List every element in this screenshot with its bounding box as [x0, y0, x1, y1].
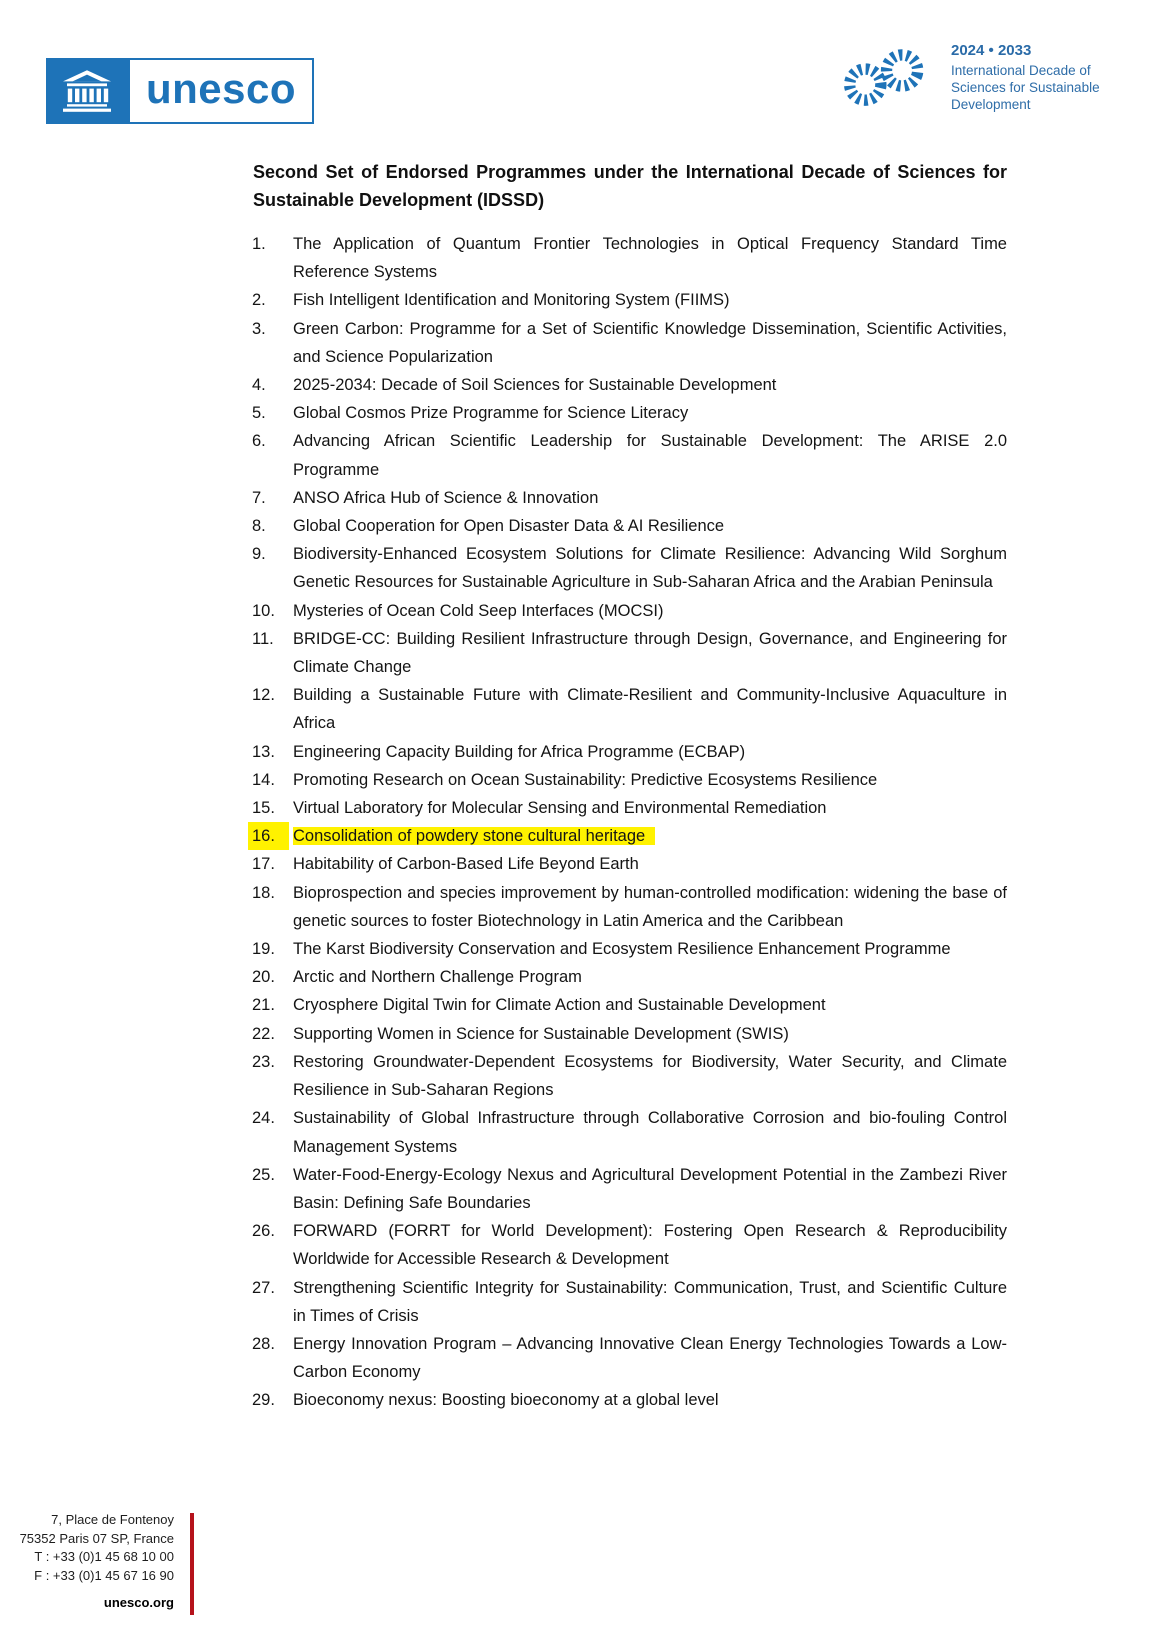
unesco-wordmark — [128, 58, 314, 124]
item-number: 6. — [252, 432, 266, 451]
list-item — [252, 1330, 1007, 1386]
footer-phone: T : +33 (0)1 45 68 10 00 — [34, 1549, 174, 1564]
item-text: Bioeconomy nexus: Boosting bioeconomy at a global level — [293, 1391, 719, 1410]
item-text: Consolidation of powdery stone cultural heritage — [293, 827, 655, 845]
item-text: Mysteries of Ocean Cold Seep Interfaces (MOCSI) — [293, 601, 664, 620]
item-text: Virtual Laboratory for Molecular Sensing and Environmental Remediation — [293, 799, 827, 818]
footer-address-line2: 75352 Paris 07 SP, France — [19, 1530, 174, 1546]
item-text: Promoting Research on Ocean Sustainability: Predictive Ecosystems Resilience — [293, 770, 878, 789]
item-number: 1. — [252, 235, 266, 253]
list-item — [252, 540, 1007, 596]
list-item — [252, 1386, 1007, 1414]
item-text: Sustainability of Global Infrastructure through Collaborative Corrosion and bio-fouling Control Management Systems — [293, 1109, 1007, 1156]
item-text: The Karst Biodiversity Conservation and Ecosystem Resilience Enhancement Programme — [293, 940, 951, 959]
item-text: Arctic and Northern Challenge Program — [293, 968, 582, 987]
item-number: 17. — [252, 855, 275, 874]
item-number: 9. — [252, 545, 266, 564]
list-item — [252, 597, 1007, 625]
list-item — [252, 286, 1007, 314]
item-number: 21. — [252, 996, 275, 1015]
item-number: 15. — [252, 799, 275, 818]
unesco-wordmark-text: unesco — [145, 64, 297, 112]
decade-text-block — [951, 42, 1100, 113]
list-item — [252, 427, 1007, 483]
unesco-logo — [46, 58, 314, 124]
item-number: 8. — [252, 517, 266, 536]
item-number: 23. — [252, 1052, 275, 1071]
item-text: Cryosphere Digital Twin for Climate Action and Sustainable Development — [293, 996, 826, 1015]
item-number: 7. — [252, 488, 266, 507]
list-item — [252, 1048, 1007, 1104]
decade-line3: Development — [951, 97, 1031, 112]
list-item — [252, 230, 1007, 286]
item-number: 16. — [248, 822, 289, 850]
item-number: 10. — [252, 601, 275, 620]
item-number: 11. — [252, 629, 274, 648]
list-item — [252, 1161, 1007, 1217]
list-item — [252, 879, 1007, 935]
item-number: 12. — [252, 686, 275, 705]
unesco-temple-icon — [46, 58, 128, 124]
programme-list — [252, 230, 1007, 1415]
list-item — [252, 766, 1007, 794]
item-number: 26. — [252, 1222, 275, 1241]
list-item — [252, 1104, 1007, 1160]
item-number: 19. — [252, 940, 275, 959]
item-number: 27. — [252, 1278, 275, 1297]
list-item — [252, 399, 1007, 427]
decade-line1: International Decade of — [951, 63, 1091, 78]
item-text: Supporting Women in Science for Sustainable Development (SWIS) — [293, 1024, 789, 1043]
item-number: 29. — [252, 1391, 275, 1410]
item-number: 5. — [252, 404, 266, 423]
item-number: 25. — [252, 1165, 275, 1184]
list-item — [252, 963, 1007, 991]
item-text: 2025-2034: Decade of Soil Sciences for Sustainable Development — [293, 376, 777, 395]
item-number: 20. — [252, 968, 275, 987]
item-text: Energy Innovation Program – Advancing Innovative Clean Energy Technologies Towards a Low-Carbon Economy — [293, 1334, 1007, 1382]
list-item — [252, 681, 1007, 737]
item-text: Strengthening Scientific Integrity for Sustainability: Communication, Trust, and Scientific Culture in Times of Crisis — [293, 1278, 1007, 1325]
list-item — [252, 484, 1007, 512]
item-text: Habitability of Carbon-Based Life Beyond Earth — [293, 855, 639, 874]
list-item — [252, 512, 1007, 540]
item-number: 24. — [252, 1109, 275, 1128]
item-text: Advancing African Scientific Leadership for Sustainable Development: The ARISE 2.0 Programme — [293, 432, 1007, 479]
list-item — [252, 1020, 1007, 1048]
item-text: FORWARD (FORRT for World Development): Fostering Open Research & Reproducibility Worldwide for Accessible Research & Development — [293, 1222, 1007, 1269]
list-item — [252, 794, 1007, 822]
item-text: Bioprospection and species improvement by human-controlled modification: widening the base of genetic sources to foster Biotechnology in Latin America and the Caribbean — [293, 883, 1007, 930]
item-text: Water-Food-Energy-Ecology Nexus and Agricultural Development Potential in the Zambezi River Basin: Defining Safe Boundaries — [293, 1165, 1007, 1212]
decade-infinity-rays-icon — [836, 44, 938, 112]
item-number: 2. — [252, 291, 266, 310]
item-text: Fish Intelligent Identification and Monitoring System (FIIMS) — [293, 291, 730, 310]
item-number: 14. — [252, 770, 275, 789]
item-number: 4. — [252, 376, 266, 395]
list-item — [252, 625, 1007, 681]
page-title: Second Set of Endorsed Programmes under the International Decade of Sciences for Sustainable Development (IDSSD) — [253, 162, 1007, 210]
list-item — [252, 738, 1007, 766]
item-text: Restoring Groundwater-Dependent Ecosystems for Biodiversity, Water Security, and Climate Resilience in Sub-Saharan Regions — [293, 1052, 1007, 1100]
item-text: Biodiversity-Enhanced Ecosystem Solutions for Climate Resilience: Advancing Wild Sorghum Genetic Resources for Sustainable Agriculture in Sub-Saharan Africa and the Arabian Peninsula — [293, 545, 1007, 592]
list-item-highlighted — [252, 822, 1007, 850]
idssd-decade-logo — [836, 42, 1100, 113]
item-text: ANSO Africa Hub of Science & Innovation — [293, 488, 599, 507]
list-item — [252, 850, 1007, 878]
list-item — [252, 1217, 1007, 1273]
list-item — [252, 1274, 1007, 1330]
list-item — [252, 935, 1007, 963]
footer-red-divider — [190, 1513, 194, 1615]
item-text: BRIDGE-CC: Building Resilient Infrastructure through Design, Governance, and Engineering for Climate Change — [293, 629, 1007, 677]
footer-address-block — [0, 1511, 174, 1613]
footer-website: unesco.org — [103, 1595, 174, 1610]
item-text: Building a Sustainable Future with Climate-Resilient and Community-Inclusive Aquaculture in Africa — [293, 686, 1007, 733]
list-item — [252, 315, 1007, 371]
list-item — [252, 371, 1007, 399]
item-text: Global Cosmos Prize Programme for Science Literacy — [293, 404, 689, 423]
item-text: The Application of Quantum Frontier Technologies in Optical Frequency Standard Time Reference Systems — [293, 235, 1007, 282]
footer-fax: F : +33 (0)1 45 67 16 90 — [34, 1567, 174, 1583]
footer-address-line1: 7, Place de Fontenoy — [51, 1512, 174, 1527]
item-text: Engineering Capacity Building for Africa Programme (ECBAP) — [293, 742, 746, 761]
item-text: Global Cooperation for Open Disaster Data & AI Resilience — [293, 517, 725, 536]
decade-line2: Sciences for Sustainable — [951, 80, 1100, 95]
item-text: Green Carbon: Programme for a Set of Scientific Knowledge Dissemination, Scientific Activities, and Science Popularization — [293, 319, 1007, 366]
item-number: 28. — [252, 1334, 275, 1353]
item-number: 22. — [252, 1024, 275, 1043]
decade-years: 2024 • 2033 — [951, 42, 1032, 59]
item-number: 13. — [252, 742, 275, 761]
item-number: 3. — [252, 319, 266, 338]
list-item — [252, 991, 1007, 1019]
item-number: 18. — [252, 883, 275, 902]
